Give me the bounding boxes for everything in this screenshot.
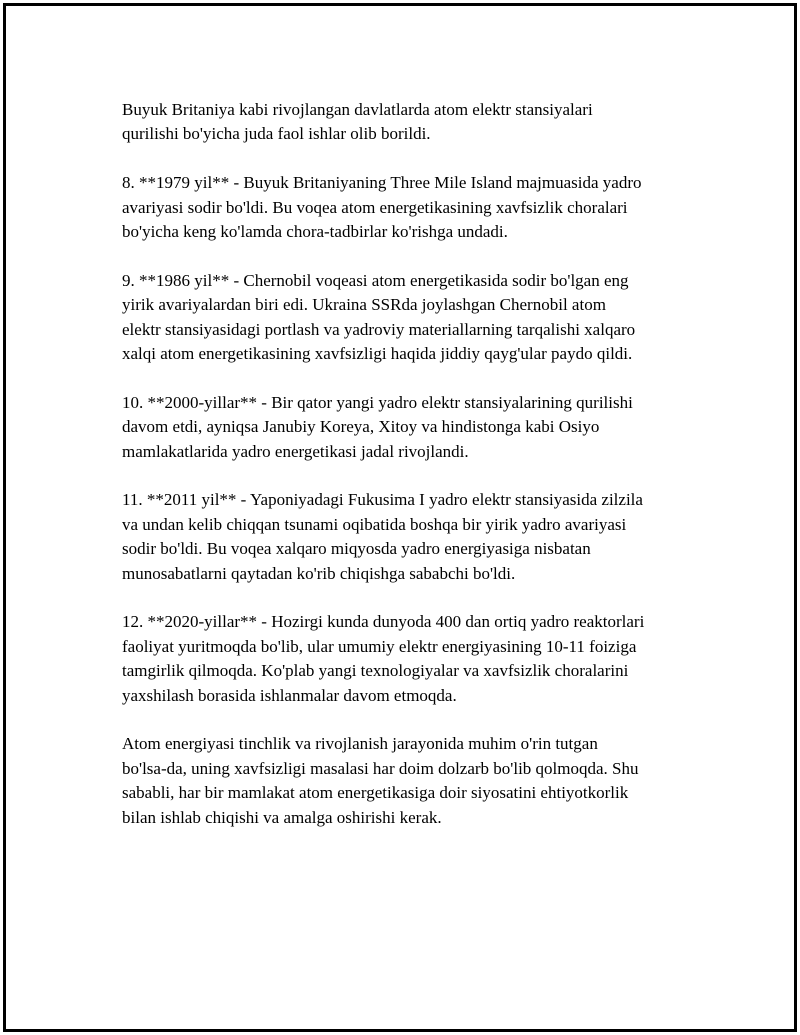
- paragraph-2011: 11. **2011 yil** - Yaponiyadagi Fukusima I yadro elektr stansiyasida zilzila va undan kelib chiqqan tsunami oqibatida boshqa bir yirik yadro avariyasi sodir bo'ldi. Bu voqea xalqaro miqyosda yadro energiyasiga nisbatan munosabatlarni qaytadan ko'rib chiqishga sababchi bo'ldi.: [122, 490, 643, 583]
- paragraph-intro: Buyuk Britaniya kabi rivojlangan davlatlarda atom elektr stansiyalari qurilishi bo'yicha juda faol ishlar olib borildi.: [122, 100, 593, 144]
- paragraph-1986: 9. **1986 yil** - Chernobil voqeasi atom energetikasida sodir bo'lgan eng yirik avariyalardan biri edi. Ukraina SSRda joylashgan Chernobil atom elektr stansiyasidagi portlash va yadroviy materiallarning tarqalishi xalqaro xalqi atom energetikasining xavfsizligi haqida jiddiy qayg'ular paydo qildi.: [122, 270, 636, 364]
- paragraph-2000s: 10. **2000-yillar** - Bir qator yangi yadro elektr stansiyalarining qurilishi davom etdi, ayniqsa Janubiy Koreya, Xitoy va hindistonga kabi Osiyo mamlakatlarida yadro energetikasi jadal rivojlandi.: [122, 392, 633, 461]
- paragraph-2020s: 12. **2020-yillar** - Hozirgi kunda dunyoda 400 dan ortiq yadro reaktorlari faoliyat yuritmoqda bo'lib, ular umumiy elektr energiyasining 10-11 foiziga tamgirlik qilmoqda. Ko'plab yangi texnologiyalar va xavfsizlik choralarini yaxshilash borasida ishlanmalar davom etmoqda.: [122, 612, 645, 705]
- paragraph-1979: 8. **1979 yil** - Buyuk Britaniyaning Three Mile Island majmuasida yadro avariyasi sodir bo'ldi. Bu voqea atom energetikasining xavfsizlik choralari bo'yicha keng ko'lamda chora-tadbirlar ko'rishga undadi.: [122, 173, 642, 242]
- document-body: [122, 98, 712, 854]
- paragraph-conclusion: Atom energiyasi tinchlik va rivojlanish jarayonida muhim o'rin tutgan bo'lsa-da, uning xavfsizligi masalasi har doim dolzarb bo'lib qolmoqda. Shu sababli, har bir mamlakat atom energetikasiga doir siyosatini ehtiyotkorlik bilan ishlab chiqishi va amalga oshirishi kerak.: [122, 734, 639, 827]
- page-frame: [3, 3, 797, 1032]
